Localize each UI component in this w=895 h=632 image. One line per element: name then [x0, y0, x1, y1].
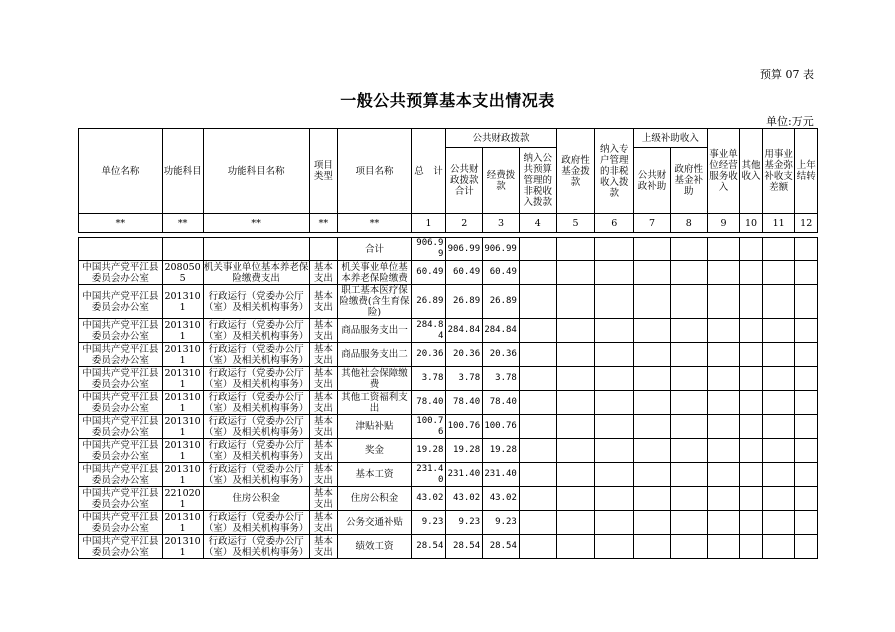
unit-name-cell: 中国共产党平江县委员会办公室 [79, 535, 163, 559]
func-name-cell: 行政运行（党委办公厅（室）及相关机构事务） [203, 343, 309, 366]
total-cell: 43.02 [411, 487, 446, 511]
empty-cell [595, 261, 634, 285]
empty-cell [707, 261, 740, 285]
empty-cell [707, 238, 740, 261]
empty-cell [634, 261, 671, 285]
empty-cell [762, 238, 795, 261]
func-code-cell: 2210201 [162, 487, 203, 511]
empty-cell [670, 415, 707, 439]
empty-cell [795, 415, 818, 439]
func-code-cell: 2013101 [162, 415, 203, 439]
empty-cell [795, 511, 818, 535]
empty-cell [519, 535, 556, 559]
index-cell: 12 [795, 214, 818, 233]
pf-funding-cell: 20.36 [483, 343, 520, 367]
empty-cell [795, 487, 818, 511]
index-cell: ** [309, 214, 338, 233]
empty-cell [595, 487, 634, 511]
proj-type-cell: 基本支出 [309, 367, 338, 391]
empty-cell [762, 367, 795, 391]
empty-cell [556, 319, 595, 343]
empty-cell [519, 439, 556, 463]
empty-cell [670, 319, 707, 343]
func-name-cell: 行政运行（党委办公厅（室）及相关机构事务） [203, 463, 309, 486]
empty-cell [595, 511, 634, 535]
empty-cell [707, 487, 740, 511]
proj-name-cell: 奖金 [338, 439, 411, 463]
index-cell: 4 [519, 214, 556, 233]
empty-cell [795, 285, 818, 319]
func-code-cell: 2013101 [162, 535, 203, 559]
pf-total-cell: 28.54 [446, 535, 483, 559]
func-code-cell: 2013101 [162, 391, 203, 415]
header-carryover: 上年结转 [795, 129, 818, 214]
unit-name-cell: 中国共产党平江县委员会办公室 [79, 439, 163, 463]
unit-name-cell: 中国共产党平江县委员会办公室 [79, 285, 163, 319]
empty-cell [762, 535, 795, 559]
empty-cell [670, 487, 707, 511]
pf-funding-cell: 19.28 [483, 439, 520, 463]
empty-cell [556, 535, 595, 559]
total-cell: 9.23 [411, 511, 446, 535]
total-cell: 28.54 [411, 535, 446, 559]
func-name-cell: 行政运行（党委办公厅（室）及相关机构事务） [203, 319, 309, 342]
header-pf-total: 公共财政拨款合计 [446, 148, 483, 214]
func-code-cell: 2013101 [162, 285, 203, 319]
empty-cell [634, 439, 671, 463]
empty-cell [670, 439, 707, 463]
pf-funding-cell: 231.40 [483, 463, 520, 487]
empty-cell [740, 238, 762, 261]
header-func-name: 功能科目名称 [203, 129, 309, 214]
empty-cell [795, 439, 818, 463]
empty-cell [519, 391, 556, 415]
pf-funding-cell: 3.78 [483, 367, 520, 391]
empty-cell [556, 367, 595, 391]
empty-cell [519, 415, 556, 439]
unit-name-cell: 中国共产党平江县委员会办公室 [79, 487, 163, 511]
table-row [79, 415, 818, 439]
empty-cell [740, 535, 762, 559]
empty-cell [309, 238, 338, 261]
empty-cell [740, 487, 762, 511]
proj-name-cell: 商品服务支出二 [338, 343, 411, 367]
pf-funding-cell: 9.23 [483, 511, 520, 535]
empty-cell [740, 415, 762, 439]
empty-cell [519, 343, 556, 367]
header-biz-fund: 用事业基金弥补收支差额 [762, 129, 795, 214]
total-label: 合计 [338, 238, 411, 261]
pf-funding-cell: 26.89 [483, 285, 520, 319]
empty-cell [595, 463, 634, 487]
table-row [79, 439, 818, 463]
empty-cell [670, 261, 707, 285]
empty-cell [670, 238, 707, 261]
empty-cell [707, 511, 740, 535]
total-cell: 906.99 [411, 238, 446, 261]
header-up-gov-fund: 政府性基金补助 [670, 148, 707, 214]
func-code-cell: 2013101 [162, 343, 203, 367]
empty-cell [762, 343, 795, 367]
empty-cell [595, 535, 634, 559]
empty-cell [556, 391, 595, 415]
empty-cell [519, 463, 556, 487]
empty-cell [162, 238, 203, 261]
empty-cell [707, 391, 740, 415]
unit-name-cell: 中国共产党平江县委员会办公室 [79, 261, 163, 285]
proj-name-cell: 机关事业单位基本养老保险缴费 [338, 261, 411, 285]
proj-type-cell: 基本支出 [309, 285, 338, 319]
empty-cell [595, 285, 634, 319]
header-special-nontax: 纳入专户管理的非税收入拨款 [595, 129, 634, 214]
empty-cell [634, 343, 671, 367]
proj-type-cell: 基本支出 [309, 463, 338, 487]
empty-cell [795, 391, 818, 415]
empty-cell [634, 511, 671, 535]
proj-name-cell: 基本工资 [338, 463, 411, 487]
empty-cell [634, 415, 671, 439]
header-biz-income: 事业单位经营服务收入 [707, 129, 740, 214]
header-other-income: 其他收入 [740, 129, 762, 214]
func-code-cell: 2013101 [162, 367, 203, 391]
empty-cell [595, 343, 634, 367]
proj-name-cell: 其他工资福利支出 [338, 391, 411, 415]
total-cell: 19.28 [411, 439, 446, 463]
header-unit-name: 单位名称 [79, 129, 163, 214]
empty-cell [795, 343, 818, 367]
empty-cell [519, 367, 556, 391]
empty-cell [670, 343, 707, 367]
header-pf-nontax: 纳入公共预算管理的非税收入拨款 [519, 148, 556, 214]
empty-cell [795, 535, 818, 559]
index-cell: ** [203, 214, 309, 233]
empty-cell [740, 439, 762, 463]
empty-cell [795, 367, 818, 391]
unit-name-cell: 中国共产党平江县委员会办公室 [79, 511, 163, 535]
proj-type-cell: 基本支出 [309, 511, 338, 535]
pf-total-cell: 231.40 [446, 463, 483, 487]
pf-funding-cell: 78.40 [483, 391, 520, 415]
header-public-finance: 公共财政拨款 [446, 129, 556, 148]
empty-cell [595, 391, 634, 415]
proj-name-cell: 绩效工资 [338, 535, 411, 559]
proj-name-cell: 公务交通补贴 [338, 511, 411, 535]
empty-cell [634, 238, 671, 261]
empty-cell [556, 261, 595, 285]
empty-cell [634, 391, 671, 415]
index-row [79, 214, 818, 233]
func-code-cell: 2013101 [162, 511, 203, 535]
header-up-public: 公共财政补助 [634, 148, 671, 214]
func-name-cell: 行政运行（党委办公厅（室）及相关机构事务） [203, 285, 309, 319]
header-proj-name: 项目名称 [338, 129, 411, 214]
empty-cell [519, 487, 556, 511]
total-cell: 100.76 [411, 415, 446, 439]
empty-cell [762, 439, 795, 463]
func-code-cell: 2013101 [162, 463, 203, 487]
empty-cell [707, 367, 740, 391]
index-cell: 2 [446, 214, 483, 233]
pf-total-cell: 100.76 [446, 415, 483, 439]
pf-total-cell: 9.23 [446, 511, 483, 535]
empty-cell [762, 511, 795, 535]
pf-total-cell: 19.28 [446, 439, 483, 463]
unit-name-cell: 中国共产党平江县委员会办公室 [79, 391, 163, 415]
unit-name-cell: 中国共产党平江县委员会办公室 [79, 415, 163, 439]
table-row [79, 487, 818, 511]
empty-cell [519, 238, 556, 261]
empty-cell [707, 463, 740, 487]
budget-table [78, 128, 818, 559]
empty-cell [740, 343, 762, 367]
func-name-cell: 行政运行（党委办公厅（室）及相关机构事务） [203, 415, 309, 438]
empty-cell [740, 285, 762, 319]
pf-funding-cell: 100.76 [483, 415, 520, 439]
total-cell: 3.78 [411, 367, 446, 391]
func-code-cell: 2013101 [162, 439, 203, 463]
unit-label: 单位:万元 [766, 115, 814, 128]
pf-total-cell: 60.49 [446, 261, 483, 285]
empty-cell [707, 439, 740, 463]
empty-cell [707, 535, 740, 559]
empty-cell [795, 319, 818, 343]
empty-cell [519, 261, 556, 285]
proj-name-cell: 津贴补贴 [338, 415, 411, 439]
total-cell: 231.40 [411, 463, 446, 487]
header-upper-subsidy: 上级补助收入 [634, 129, 707, 148]
proj-name-cell: 职工基本医疗保险缴费(含生育保险) [339, 285, 410, 318]
empty-cell [634, 319, 671, 343]
pf-total-cell: 906.99 [446, 238, 483, 261]
total-cell: 20.36 [411, 343, 446, 367]
empty-cell [203, 238, 309, 261]
func-name-cell: 住房公积金 [203, 487, 309, 511]
empty-cell [595, 367, 634, 391]
index-cell: 1 [411, 214, 446, 233]
header-gov-fund: 政府性基金拨款 [556, 129, 595, 214]
pf-funding-cell: 906.99 [483, 238, 520, 261]
proj-type-cell: 基本支出 [309, 343, 338, 367]
index-cell: 7 [634, 214, 671, 233]
func-code-cell: 2013101 [162, 319, 203, 343]
index-cell: 11 [762, 214, 795, 233]
header-func-code: 功能科目 [162, 129, 203, 214]
index-cell: ** [162, 214, 203, 233]
empty-cell [634, 535, 671, 559]
func-name-cell: 行政运行（党委办公厅（室）及相关机构事务） [203, 439, 309, 462]
proj-type-cell: 基本支出 [309, 487, 338, 511]
pf-funding-cell: 43.02 [483, 487, 520, 511]
empty-cell [556, 463, 595, 487]
empty-cell [556, 238, 595, 261]
pf-total-cell: 284.84 [446, 319, 483, 343]
table-row [79, 367, 818, 391]
empty-cell [556, 343, 595, 367]
empty-cell [707, 415, 740, 439]
pf-funding-cell: 284.84 [483, 319, 520, 343]
proj-type-cell: 基本支出 [309, 415, 338, 439]
empty-cell [740, 367, 762, 391]
pf-funding-cell: 60.49 [483, 261, 520, 285]
empty-cell [707, 319, 740, 343]
empty-cell [740, 463, 762, 487]
proj-type-cell: 基本支出 [309, 319, 338, 343]
empty-cell [634, 487, 671, 511]
func-name-cell: 机关事业单位基本养老保险缴费支出 [203, 261, 309, 284]
unit-name-cell: 中国共产党平江县委员会办公室 [79, 343, 163, 367]
empty-cell [670, 285, 707, 319]
empty-cell [670, 463, 707, 487]
empty-cell [556, 511, 595, 535]
empty-cell [595, 439, 634, 463]
proj-name-cell: 商品服务支出一 [338, 319, 411, 343]
empty-cell [519, 319, 556, 343]
form-number: 预算 07 表 [760, 68, 814, 81]
empty-cell [634, 463, 671, 487]
proj-name-cell: 住房公积金 [338, 487, 411, 511]
func-name-cell: 行政运行（党委办公厅（室）及相关机构事务） [203, 535, 309, 558]
header-pf-funding: 经费拨款 [483, 148, 520, 214]
table-row [79, 511, 818, 535]
empty-cell [762, 261, 795, 285]
table-row [79, 535, 818, 559]
pf-total-cell: 78.40 [446, 391, 483, 415]
proj-type-cell: 基本支出 [309, 261, 338, 285]
header-total: 总 计 [411, 129, 446, 214]
empty-cell [519, 511, 556, 535]
empty-cell [556, 285, 595, 319]
empty-cell [519, 285, 556, 319]
index-cell: 9 [707, 214, 740, 233]
empty-cell [795, 261, 818, 285]
empty-cell [595, 238, 634, 261]
empty-cell [556, 439, 595, 463]
index-cell: 5 [556, 214, 595, 233]
proj-type-cell: 基本支出 [309, 391, 338, 415]
table-row [79, 319, 818, 343]
empty-cell [740, 511, 762, 535]
index-cell: 10 [740, 214, 762, 233]
proj-type-cell: 基本支出 [309, 535, 338, 559]
empty-cell [556, 487, 595, 511]
empty-cell [762, 319, 795, 343]
empty-cell [740, 319, 762, 343]
header-proj-type: 项目类型 [309, 129, 338, 214]
func-code-cell: 2080505 [162, 261, 203, 285]
total-cell: 284.84 [411, 319, 446, 343]
empty-cell [707, 285, 740, 319]
pf-total-cell: 26.89 [446, 285, 483, 319]
proj-type-cell: 基本支出 [309, 439, 338, 463]
pf-total-cell: 3.78 [446, 367, 483, 391]
index-cell: 6 [595, 214, 634, 233]
table-row [79, 463, 818, 487]
table-row [79, 391, 818, 415]
pf-total-cell: 20.36 [446, 343, 483, 367]
empty-cell [670, 535, 707, 559]
empty-cell [670, 511, 707, 535]
func-name-cell: 行政运行（党委办公厅（室）及相关机构事务） [203, 391, 309, 414]
empty-cell [740, 391, 762, 415]
pf-total-cell: 43.02 [446, 487, 483, 511]
proj-name-cell: 其他社会保障缴费 [338, 367, 411, 391]
empty-cell [795, 463, 818, 487]
empty-cell [556, 415, 595, 439]
empty-cell [762, 463, 795, 487]
empty-cell [762, 415, 795, 439]
empty-cell [634, 285, 671, 319]
unit-name-cell: 中国共产党平江县委员会办公室 [79, 463, 163, 487]
table-row [79, 285, 818, 319]
index-cell: ** [338, 214, 411, 233]
empty-cell [670, 391, 707, 415]
empty-cell [595, 415, 634, 439]
index-cell: ** [79, 214, 163, 233]
empty-cell [634, 367, 671, 391]
empty-cell [762, 487, 795, 511]
pf-funding-cell: 28.54 [483, 535, 520, 559]
total-cell: 26.89 [411, 285, 446, 319]
table-row [79, 343, 818, 367]
empty-cell [670, 367, 707, 391]
empty-cell [79, 238, 163, 261]
func-name-cell: 行政运行（党委办公厅（室）及相关机构事务） [203, 367, 309, 390]
unit-name-cell: 中国共产党平江县委员会办公室 [79, 367, 163, 391]
empty-cell [595, 319, 634, 343]
empty-cell [707, 343, 740, 367]
unit-name-cell: 中国共产党平江县委员会办公室 [79, 319, 163, 343]
page-title: 一般公共预算基本支出情况表 [340, 91, 555, 110]
table-row [79, 261, 818, 285]
empty-cell [740, 261, 762, 285]
empty-cell [762, 391, 795, 415]
index-cell: 3 [483, 214, 520, 233]
func-name-cell: 行政运行（党委办公厅（室）及相关机构事务） [203, 511, 309, 534]
empty-cell [795, 238, 818, 261]
index-cell: 8 [670, 214, 707, 233]
empty-cell [762, 285, 795, 319]
total-cell: 60.49 [411, 261, 446, 285]
total-row [79, 238, 818, 261]
total-cell: 78.40 [411, 391, 446, 415]
